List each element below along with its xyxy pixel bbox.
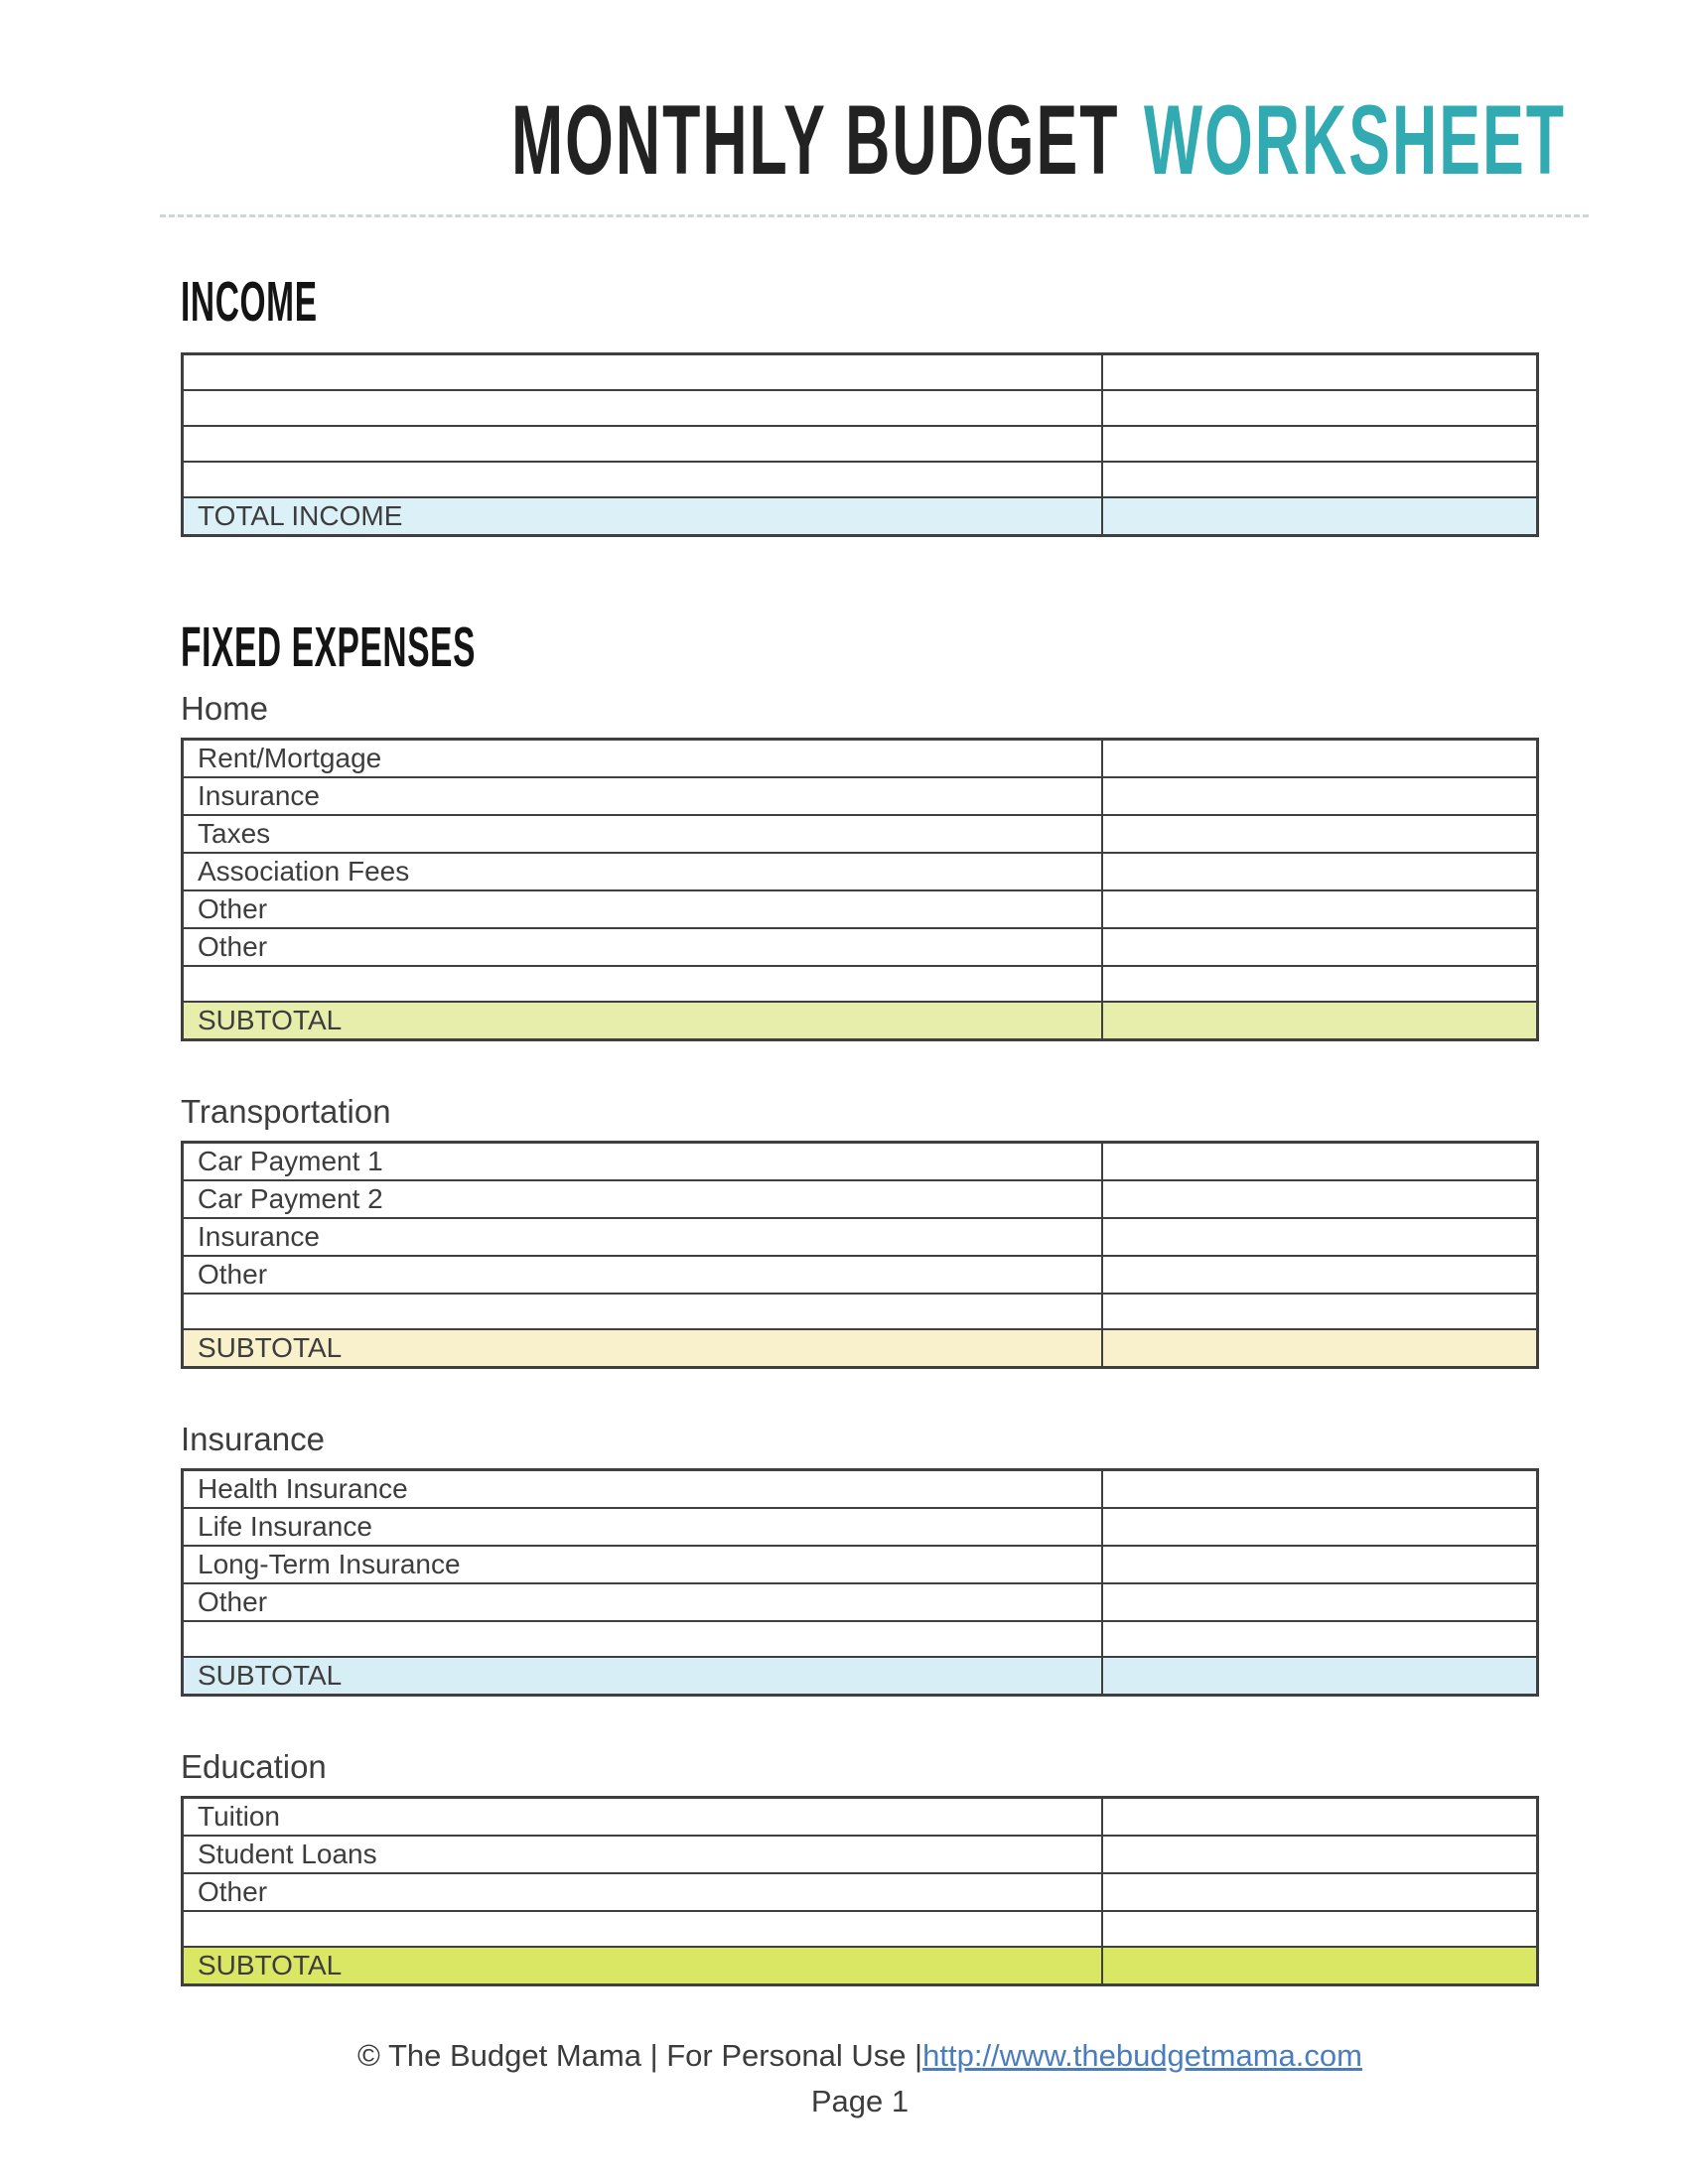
amount-cell [1102,1180,1538,1218]
table-body-insurance [183,1469,1538,1695]
transportation-row [183,1142,1538,1180]
amount-cell [1102,966,1538,1002]
row-label-cell [183,462,1102,497]
insurance-row [183,1621,1538,1657]
amount-cell [1102,1546,1538,1583]
row-label-cell [183,354,1102,390]
income-table-body [183,354,1538,536]
amount-cell [1102,1218,1538,1256]
row-label-cell: Tuition [183,1797,1102,1836]
row-label-cell: Association Fees [183,853,1102,890]
home-row [183,739,1538,777]
total-label-cell: SUBTOTAL [183,1002,1102,1040]
subsection-label-transportation: Transportation [181,1092,391,1130]
amount-cell [1102,1329,1538,1368]
income-row [183,426,1538,462]
amount-cell [1102,1621,1538,1657]
income-row [183,390,1538,426]
home-row [183,815,1538,853]
home-row [183,966,1538,1002]
row-label-cell: Other [183,928,1102,966]
table-body-education [183,1797,1538,1984]
fixed-expenses-heading: FIXED EXPENSES [181,615,477,678]
education-subtotal-row [183,1947,1538,1985]
amount-cell [1102,1508,1538,1546]
subsection-label-education: Education [181,1747,327,1785]
insurance-row [183,1508,1538,1546]
home-row [183,928,1538,966]
total-label-cell: SUBTOTAL [183,1329,1102,1368]
income-row [183,354,1538,390]
row-label-cell: Car Payment 1 [183,1142,1102,1180]
income-heading: INCOME [181,270,318,334]
subsection-label-home: Home [181,689,269,727]
table-body-transportation [183,1142,1538,1367]
footer [181,2038,1539,2074]
table-transportation [181,1141,1539,1369]
amount-cell [1102,1873,1538,1911]
amount-cell [1102,928,1538,966]
total-label-cell: SUBTOTAL [183,1657,1102,1696]
subsection-label-insurance: Insurance [181,1420,325,1457]
amount-cell [1102,1583,1538,1621]
row-label-cell: Other [183,890,1102,928]
amount-cell [1102,1657,1538,1696]
insurance-row [183,1583,1538,1621]
amount-cell [1102,1294,1538,1329]
education-row [183,1797,1538,1836]
amount-cell [1102,1256,1538,1294]
row-label-cell: Insurance [183,777,1102,815]
row-label-cell: Health Insurance [183,1469,1102,1508]
table-insurance [181,1468,1539,1697]
amount-cell [1102,815,1538,853]
page-number: Page 1 [810,2083,910,2118]
row-label-cell: Car Payment 2 [183,1180,1102,1218]
income-total-row [183,497,1538,536]
insurance-subtotal-row [183,1657,1538,1696]
amount-cell [1102,426,1538,462]
row-label-cell: Insurance [183,1218,1102,1256]
home-row [183,853,1538,890]
amount-cell [1102,890,1538,928]
insurance-row [183,1469,1538,1508]
row-label-cell: Other [183,1873,1102,1911]
row-label-cell [183,966,1102,1002]
row-label-cell [183,390,1102,426]
transportation-subtotal-row [183,1329,1538,1368]
amount-cell [1102,497,1538,536]
footer-copyright: © The Budget Mama | For Personal Use | [357,2037,923,2073]
education-row [183,1911,1538,1947]
title-divider [160,214,1589,217]
table-education [181,1796,1539,1986]
row-label-cell: Life Insurance [183,1508,1102,1546]
title-worksheet: WORKSHEET [1143,85,1566,196]
row-label-cell: Taxes [183,815,1102,853]
amount-cell [1102,1002,1538,1040]
education-row [183,1836,1538,1873]
row-label-cell [183,1294,1102,1329]
amount-cell [1102,354,1538,390]
title-monthly-budget: MONTHLY BUDGET [511,85,1120,196]
transportation-row [183,1180,1538,1218]
education-row [183,1873,1538,1911]
amount-cell [1102,1797,1538,1836]
amount-cell [1102,1469,1538,1508]
income-row [183,462,1538,497]
expense-sections [181,690,1539,1986]
transportation-row [183,1294,1538,1329]
table-body-home [183,739,1538,1039]
page-title [511,85,1566,196]
row-label-cell: Long-Term Insurance [183,1546,1102,1583]
total-label-cell: TOTAL INCOME [183,497,1102,536]
amount-cell [1102,1911,1538,1947]
row-label-cell [183,1621,1102,1657]
amount-cell [1102,1836,1538,1873]
amount-cell [1102,390,1538,426]
amount-cell [1102,462,1538,497]
row-label-cell [183,426,1102,462]
amount-cell [1102,777,1538,815]
total-label-cell: SUBTOTAL [183,1947,1102,1985]
income-table [181,352,1539,537]
insurance-row [183,1546,1538,1583]
transportation-row [183,1218,1538,1256]
home-row [183,890,1538,928]
table-home [181,738,1539,1041]
row-label-cell: Other [183,1256,1102,1294]
row-label-cell: Student Loans [183,1836,1102,1873]
amount-cell [1102,853,1538,890]
home-row [183,777,1538,815]
amount-cell [1102,1947,1538,1985]
transportation-row [183,1256,1538,1294]
footer-link[interactable]: http://www.thebudgetmama.com [922,2037,1362,2073]
amount-cell [1102,739,1538,777]
row-label-cell [183,1911,1102,1947]
row-label-cell: Other [183,1583,1102,1621]
row-label-cell: Rent/Mortgage [183,739,1102,777]
amount-cell [1102,1142,1538,1180]
home-subtotal-row [183,1002,1538,1040]
